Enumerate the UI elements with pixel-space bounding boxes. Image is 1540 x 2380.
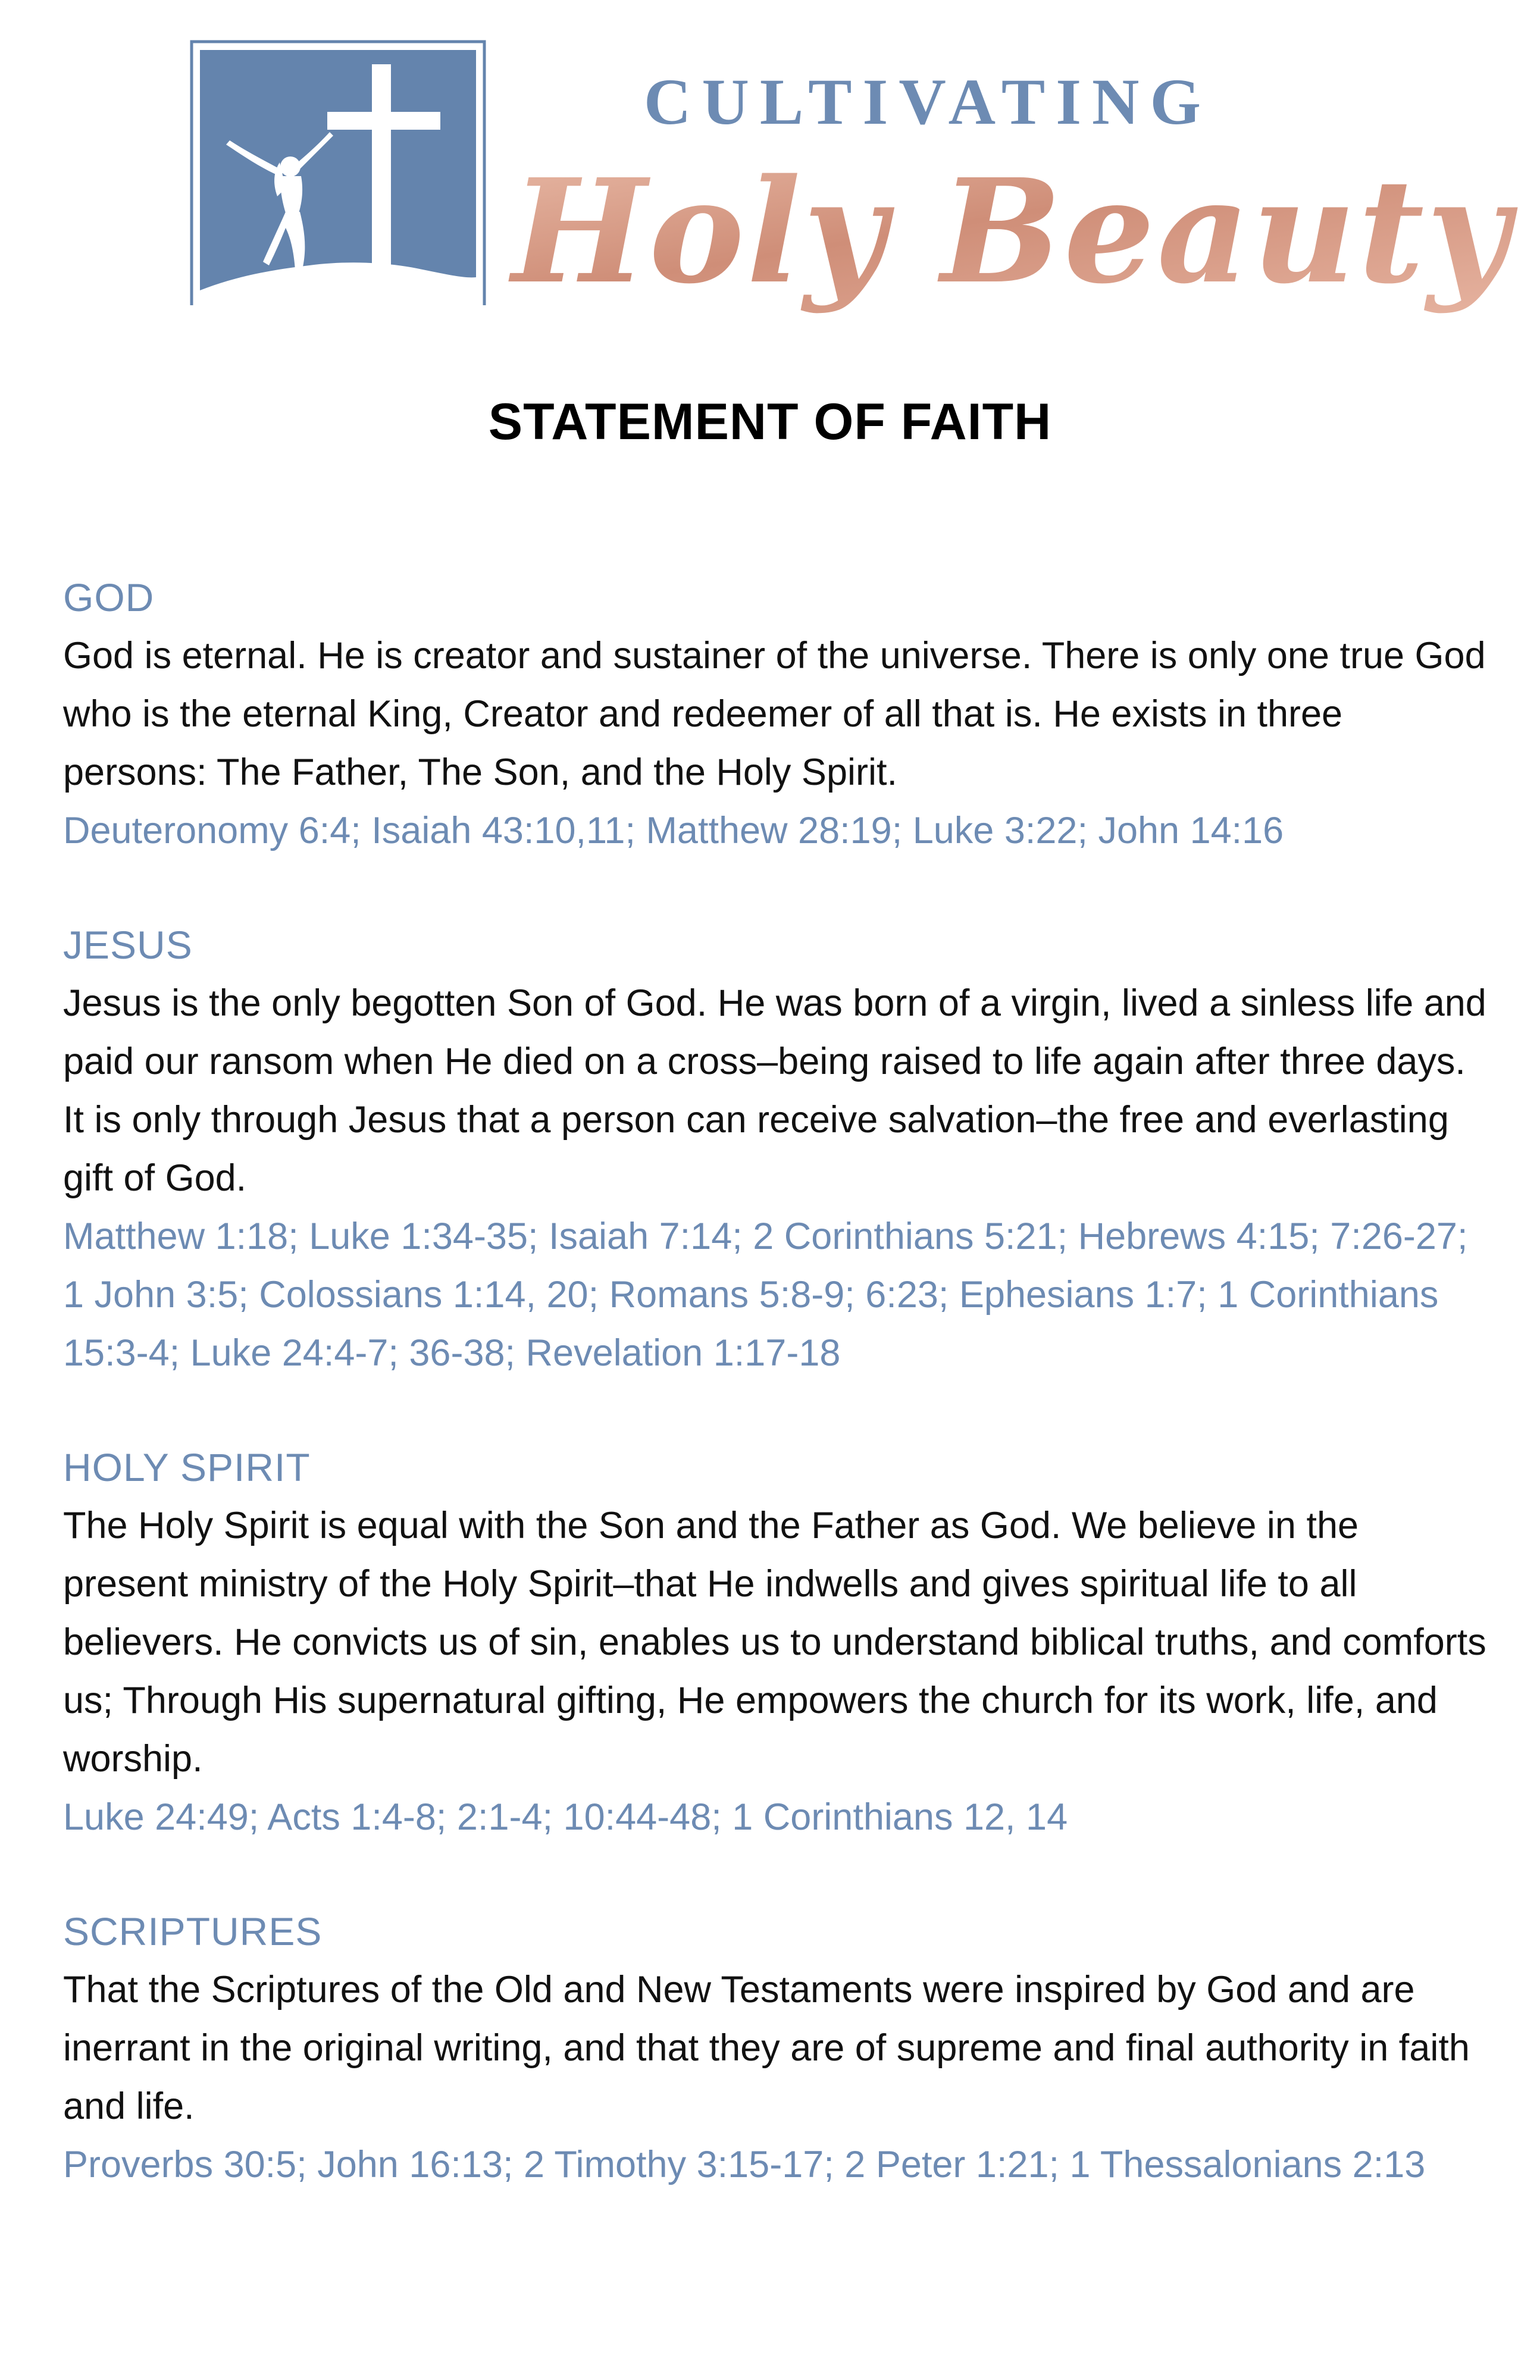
section-heading: GOD (63, 575, 155, 619)
logo (190, 40, 1512, 374)
scripture-references: Luke 24:49; Acts 1:4-8; 2:1-4; 10:44-48; 1 Corinthians 12, 14 (63, 1796, 1068, 1838)
scripture-references: Matthew 1:18; Luke 1:34-35; Isaiah 7:14; 2 Corinthians 5:21; Hebrews 4:15; 7:26-27; 1 John 3:5; Colossians 1:14, 20; Romans 5:8-9; 6:23; Ephesians 1:7; 1 Corinthians 15:3-4; Luke 24:4-7; 36-38; Revelation 1:17-18 (63, 1216, 1468, 1374)
statement-content (63, 568, 1491, 2250)
scripture-references: Proverbs 30:5; John 16:13; 2 Timothy 3:15-17; 2 Peter 1:21; 1 Thessalonians 2:13 (63, 2144, 1426, 2185)
section-body: That the Scriptures of the Old and New Testaments were inspired by God and are inerrant in the original writing, and that they are of supreme and final authority in faith and life. (63, 1969, 1470, 2127)
section-body: Jesus is the only begotten Son of God. He was born of a virgin, lived a sinless life and paid our ransom when He died on a cross–being raised to life again after three days. It is only through Jesus that a person can receive salvation–the free and everlasting gift of God. (63, 982, 1486, 1199)
section-heading: JESUS (63, 923, 193, 967)
section-body: God is eternal. He is creator and sustainer of the universe. There is only one true God who is the eternal King, Creator and redeemer of all that is. He exists in three persons: The Father, The Son, and the Holy Spirit. (63, 635, 1486, 793)
page-title: STATEMENT OF FAITH (488, 393, 1052, 450)
section-god (63, 568, 1491, 860)
logo-wordmark-script (500, 130, 1512, 392)
section-jesus (63, 916, 1491, 1382)
svg-text:Holy Beauty: Holy Beauty (512, 148, 1512, 315)
cross-and-worshipper-icon (190, 40, 486, 305)
section-body: The Holy Spirit is equal with the Son and the Father as God. We believe in the present ministry of the Holy Spirit–that He indwells and gives spiritual life to all believers. He convicts us of sin, enables us to understand biblical truths, and comforts us; Through His supernatural gifting, He empowers the church for its work, life, and worship. (63, 1505, 1486, 1780)
section-scriptures (63, 1902, 1491, 2194)
section-holy-spirit (63, 1438, 1491, 1846)
section-heading: SCRIPTURES (63, 1909, 323, 1953)
scripture-references: Deuteronomy 6:4; Isaiah 43:10,11; Matthew 28:19; Luke 3:22; John 14:16 (63, 810, 1284, 851)
section-heading: HOLY SPIRIT (63, 1445, 311, 1489)
logo-wordmark-top: CULTIVATING (644, 65, 1212, 138)
